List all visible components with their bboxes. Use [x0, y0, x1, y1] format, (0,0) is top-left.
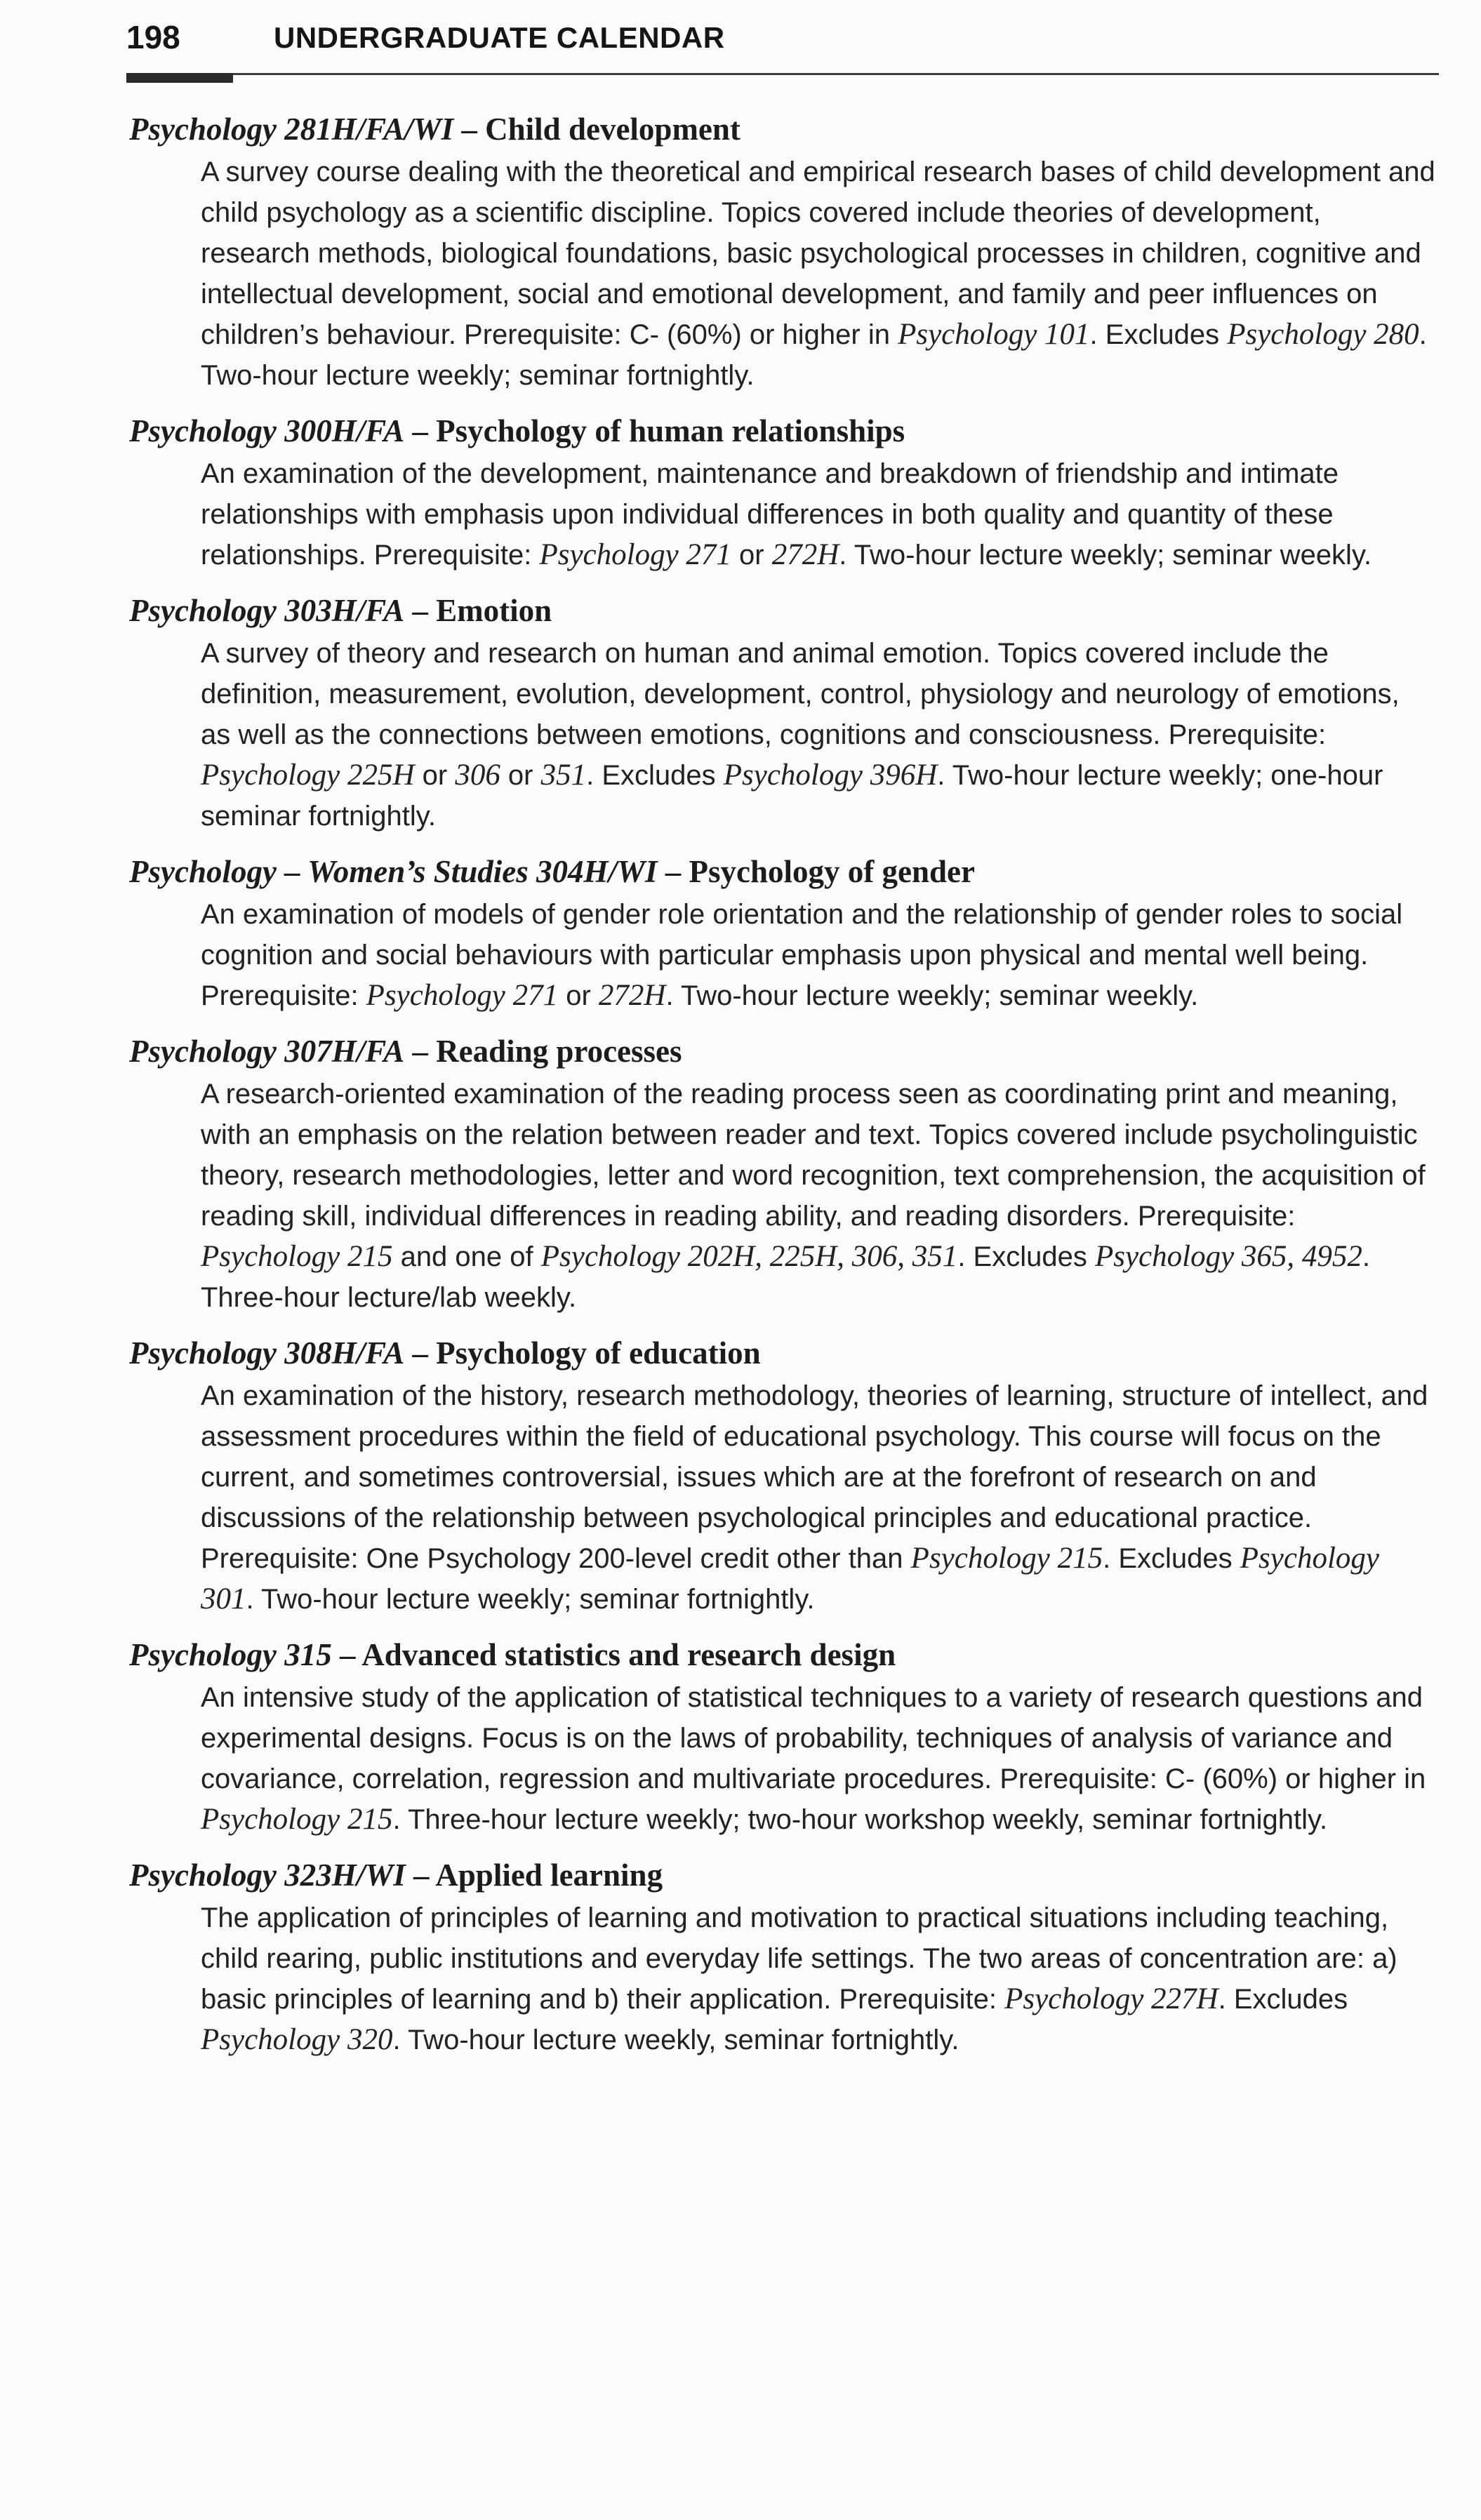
course-reference: Psychology 301	[201, 1542, 1379, 1615]
course-reference: Psychology 225H	[201, 759, 415, 792]
course-title	[129, 588, 1442, 633]
course-title-separator: –	[404, 593, 437, 628]
course-title-separator: –	[405, 1858, 436, 1893]
course-name: Psychology of education	[436, 1335, 761, 1371]
course-reference: 272H	[771, 538, 839, 571]
description-text: . Excludes	[1103, 1543, 1240, 1574]
course-title-separator: –	[404, 413, 437, 448]
course-code: Psychology 323H/WI	[129, 1858, 406, 1893]
course-title-separator: –	[657, 854, 689, 889]
course-title-separator: –	[404, 1335, 437, 1371]
course-title-separator: –	[453, 112, 486, 147]
course-title	[129, 849, 1442, 894]
course-description	[201, 453, 1436, 575]
description-text: An examination of models of gender role orientation and the relationship of gender roles to social cognition and social behaviours with particular emphasis upon physical and mental well being. Prerequisite:	[201, 899, 1403, 1011]
page-number: 198	[126, 19, 180, 55]
course-reference: 306	[455, 759, 500, 792]
course-entry	[129, 1029, 1442, 1318]
course-description	[201, 1677, 1436, 1840]
course-reference: Psychology 101	[898, 318, 1090, 351]
description-text: . Excludes	[957, 1241, 1095, 1272]
course-reference: Psychology 215	[201, 1803, 393, 1836]
description-text: A research-oriented examination of the reading process seen as coordinating print and meaning, with an emphasis on the relation between reader and text. Topics covered include psycholinguistic theory, research methodologies, letter and word recognition, text comprehension, the acquisition of reading skill, individual differences in reading ability, and reading disorders. Prerequisite:	[201, 1079, 1426, 1232]
header-rule	[126, 73, 1439, 75]
running-head: UNDERGRADUATE CALENDAR	[274, 21, 725, 54]
description-text: . Two-hour lecture weekly; one-hour seminar fortnightly.	[201, 760, 1383, 832]
course-title	[129, 408, 1442, 453]
course-description	[201, 1375, 1436, 1620]
course-reference: Psychology 227H	[1004, 1982, 1218, 2015]
course-description	[201, 152, 1436, 396]
course-entry	[129, 849, 1442, 1016]
description-text: . Two-hour lecture weekly; seminar fortnightly.	[246, 1584, 815, 1615]
course-reference: 351	[540, 759, 587, 792]
description-text: A survey course dealing with the theoretical and empirical research bases of child development and child psychology as a scientific discipline. Topics covered include theories of development, research methods, biological foundations, basic psychological processes in children, cognitive and intellectual development, social and emotional development, and family and peer influences on children’s behaviour. Prerequisite: C- (60%) or higher in	[201, 156, 1435, 350]
course-description	[201, 1898, 1436, 2060]
course-name: Reading processes	[436, 1034, 682, 1069]
course-entry	[129, 1331, 1442, 1620]
description-text: or	[414, 760, 456, 791]
description-text: The application of principles of learning and motivation to practical situations including teaching, child rearing, public institutions and everyday life settings. The two areas of concentration are: a) basic principles of learning and b) their application. Prerequisite:	[201, 1902, 1397, 2015]
description-text: and one of	[392, 1241, 541, 1272]
course-code: Psychology 308H/FA	[129, 1335, 405, 1371]
description-text: . Two-hour lecture weekly, seminar fortnightly.	[392, 2025, 959, 2055]
course-code: Psychology 281H/FA/WI	[129, 112, 454, 147]
course-name: Psychology of gender	[689, 854, 976, 889]
description-text: . Two-hour lecture weekly; seminar weekly.	[665, 980, 1199, 1011]
course-description	[201, 1074, 1436, 1318]
course-list	[129, 107, 1442, 2073]
description-text: or	[731, 540, 772, 571]
course-code: Psychology 307H/FA	[129, 1034, 405, 1069]
description-text: An examination of the development, maintenance and breakdown of friendship and intimate relationships with emphasis upon individual differences in both quality and quantity of these relationships. Prerequisite:	[201, 458, 1339, 571]
course-code: Psychology 315	[129, 1637, 332, 1672]
course-entry	[129, 1853, 1442, 2060]
description-text: . Excludes	[1218, 1984, 1348, 2015]
course-code: Psychology 300H/FA	[129, 413, 405, 448]
description-text: . Two-hour lecture weekly; seminar fortnightly.	[201, 319, 1427, 391]
course-reference: Psychology 365, 4952	[1094, 1240, 1362, 1273]
description-text: An examination of the history, research methodology, theories of learning, structure of intellect, and assessment procedures within the field of educational psychology. This course will focus on the current, and sometimes controversial, issues which are at the forefront of research on and discussions of the relationship between psychological principles and educational practice. Prerequisite: One Psychology 200-level credit other than	[201, 1380, 1428, 1574]
description-text: or	[558, 980, 599, 1011]
description-text: . Excludes	[586, 760, 724, 791]
course-title	[129, 1029, 1442, 1074]
course-name: Applied learning	[435, 1858, 663, 1893]
course-code: Psychology 303H/FA	[129, 593, 405, 628]
description-text: An intensive study of the application of statistical techniques to a variety of research questions and experimental designs. Focus is on the laws of probability, techniques of analysis of variance and covariance, correlation, regression and multivariate procedures. Prerequisite: C- (60%) or higher in	[201, 1682, 1426, 1794]
course-reference: Psychology 396H	[723, 759, 938, 792]
course-name: Psychology of human relationships	[436, 413, 905, 448]
course-description	[201, 894, 1436, 1016]
header-rule-accent	[126, 73, 233, 83]
course-reference: Psychology 271	[366, 979, 559, 1012]
page-header	[0, 0, 1481, 86]
course-entry	[129, 408, 1442, 575]
course-name: Emotion	[436, 593, 552, 628]
course-reference: Psychology 215	[201, 1240, 393, 1273]
course-title	[129, 1853, 1442, 1898]
description-text: . Two-hour lecture weekly; seminar weekly.	[839, 540, 1372, 571]
course-reference: 272H	[598, 979, 666, 1012]
course-title	[129, 107, 1442, 152]
course-entry	[129, 588, 1442, 836]
course-description	[201, 633, 1436, 836]
course-reference: Psychology 215	[910, 1542, 1103, 1575]
description-text: . Three-hour lecture/lab weekly.	[201, 1241, 1371, 1313]
course-entry	[129, 1632, 1442, 1840]
description-text: A survey of theory and research on human and animal emotion. Topics covered include the definition, measurement, evolution, development, control, physiology and neurology of emotions, as well as the connections between emotions, cognitions and consciousness. Prerequisite:	[201, 638, 1400, 750]
course-title	[129, 1632, 1442, 1677]
course-name: Child development	[485, 112, 740, 147]
course-reference: Psychology 271	[539, 538, 731, 571]
course-name: Advanced statistics and research design	[361, 1637, 896, 1672]
description-text: . Three-hour lecture weekly; two-hour workshop weekly, seminar fortnightly.	[392, 1804, 1328, 1835]
course-title-separator: –	[331, 1637, 362, 1672]
course-reference: Psychology 320	[201, 2023, 393, 2056]
course-code: Psychology – Women’s Studies 304H/WI	[129, 854, 658, 889]
course-title	[129, 1331, 1442, 1375]
course-reference: Psychology 202H, 225H, 306, 351	[540, 1240, 958, 1273]
course-entry	[129, 107, 1442, 396]
course-reference: Psychology 280	[1227, 318, 1419, 351]
course-title-separator: –	[404, 1034, 437, 1069]
description-text: . Excludes	[1089, 319, 1228, 350]
description-text: or	[500, 760, 541, 791]
